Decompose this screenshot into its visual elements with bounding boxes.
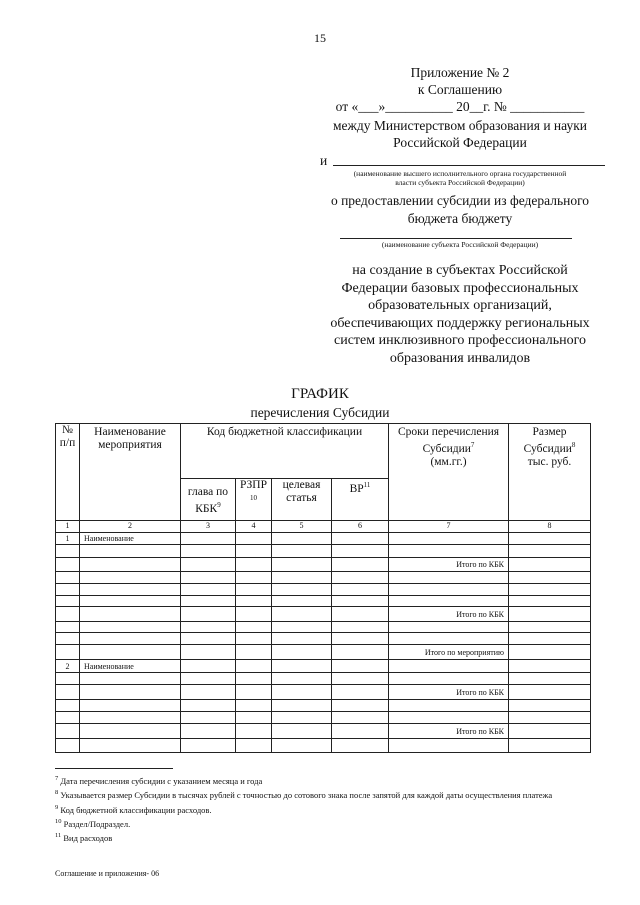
table-cell — [56, 633, 80, 645]
table-cell: Итого по КБК — [389, 724, 509, 739]
table-cell — [332, 596, 389, 607]
purpose-line-3: образовательных организаций, — [368, 298, 552, 313]
table-cell — [80, 607, 181, 622]
table-cell — [272, 660, 332, 673]
table-cell — [236, 545, 272, 558]
table-cell — [56, 596, 80, 607]
purpose-line-4: обеспечивающих поддержку региональных — [330, 315, 590, 331]
footnote — [55, 803, 615, 815]
table-cell — [181, 739, 236, 753]
table-row — [56, 607, 591, 622]
table-cell — [236, 645, 272, 660]
table-cell — [332, 739, 389, 753]
table-cell — [389, 584, 509, 596]
table-cell: Итого по КБК — [389, 685, 509, 700]
table-cell — [80, 712, 181, 724]
table-cell: Наименование — [80, 533, 181, 545]
footnote — [55, 774, 615, 786]
authority-note-1: (наименование высшего исполнительного органа государственной — [353, 169, 567, 178]
table-cell — [181, 673, 236, 685]
table-cell — [181, 685, 236, 700]
table-cell — [56, 724, 80, 739]
appendix-between: между Министерством образования и науки — [332, 118, 587, 133]
purpose-line-1: на создание в субъектах Российской — [352, 263, 568, 278]
header-rzpr: РЗПР $^{10}$ — [236, 479, 272, 521]
table-row — [56, 700, 591, 712]
header-name: Наименование мероприятия — [80, 424, 181, 521]
table-cell — [272, 607, 332, 622]
table-row — [56, 712, 591, 724]
appendix-agreement: к Соглашению — [417, 82, 503, 97]
schedule-title: ГРАФИК — [291, 386, 349, 402]
table-row — [56, 660, 591, 673]
table-cell — [389, 633, 509, 645]
table-cell — [389, 572, 509, 584]
footnote-mark: 11 — [55, 832, 62, 840]
table-cell — [80, 633, 181, 645]
header-kbk-glava: глава по КБК$^9$ — [181, 479, 236, 521]
table-cell — [236, 739, 272, 753]
table-cell — [272, 596, 332, 607]
table-cell — [509, 633, 591, 645]
purpose-line-5: систем инклюзивного профессионального — [334, 333, 586, 348]
table-cell — [389, 622, 509, 633]
header-kbk: Код бюджетной классификации — [181, 424, 389, 479]
table-cell — [272, 533, 332, 545]
footnote — [55, 817, 615, 829]
table-cell — [56, 685, 80, 700]
footnote-mark: 8 — [55, 789, 59, 797]
table-cell — [272, 673, 332, 685]
table-cell — [389, 596, 509, 607]
table-cell — [332, 545, 389, 558]
table-cell — [332, 685, 389, 700]
table-cell — [509, 533, 591, 545]
table-row — [56, 645, 591, 660]
footnote-text: Указывается размер Субсидии в тысячах рублей с точностью до сотового знака после запятой для каждой даты осуществления платежа — [60, 790, 553, 801]
table-row — [56, 533, 591, 545]
table-cell — [509, 572, 591, 584]
table-cell — [80, 622, 181, 633]
table-cell — [80, 673, 181, 685]
footnote-text: Код бюджетной классификации расходов. — [60, 804, 212, 815]
table-cell — [181, 533, 236, 545]
footnote-text: Дата перечисления субсидии с указанием месяца и года — [60, 775, 263, 786]
table-cell — [332, 558, 389, 572]
table-cell — [236, 596, 272, 607]
header-amount: Размер Субсидии$^8$ тыс. руб. — [509, 424, 591, 521]
table-cell — [181, 660, 236, 673]
subsidy-line-2: бюджета бюджету — [407, 211, 513, 226]
purpose-line-2: Федерации базовых профессиональных — [341, 280, 579, 296]
col-number: 7 — [389, 521, 509, 533]
table-cell — [236, 533, 272, 545]
footnote-text: Вид расходов — [63, 833, 113, 844]
table-cell — [181, 545, 236, 558]
and-prefix: и — [320, 153, 328, 168]
schedule-subtitle: перечисления Субсидии — [250, 405, 390, 420]
footnote-mark: 9 — [55, 803, 59, 811]
table-cell — [181, 584, 236, 596]
table-cell: Итого по КБК — [389, 558, 509, 572]
table-cell — [509, 660, 591, 673]
table-cell — [80, 572, 181, 584]
authority-blank-line — [333, 165, 605, 166]
subject-note: (наименование субъекта Российской Федерации) — [381, 240, 539, 249]
table-cell — [272, 633, 332, 645]
table-cell — [389, 700, 509, 712]
table-cell — [181, 700, 236, 712]
table-cell — [389, 712, 509, 724]
schedule-table — [55, 423, 591, 753]
table-cell — [80, 700, 181, 712]
footnote-separator — [55, 768, 173, 769]
table-cell — [272, 712, 332, 724]
table-cell — [272, 685, 332, 700]
table-cell: 1 — [56, 533, 80, 545]
table-cell — [332, 660, 389, 673]
table-cell — [509, 739, 591, 753]
table-cell — [389, 545, 509, 558]
table-cell — [236, 700, 272, 712]
table-cell — [332, 633, 389, 645]
table-cell — [56, 622, 80, 633]
table-cell — [332, 700, 389, 712]
table-cell — [389, 660, 509, 673]
table-cell — [80, 545, 181, 558]
table-cell — [332, 584, 389, 596]
table-cell — [509, 545, 591, 558]
col-number: 1 — [56, 521, 80, 533]
schedule-body — [56, 533, 591, 753]
table-cell — [56, 700, 80, 712]
column-numbers-row — [56, 521, 591, 533]
table-cell — [509, 724, 591, 739]
table-cell — [236, 673, 272, 685]
table-cell — [272, 645, 332, 660]
table-cell — [56, 739, 80, 753]
table-cell — [509, 558, 591, 572]
table-cell — [181, 645, 236, 660]
table-cell — [80, 558, 181, 572]
table-cell — [509, 700, 591, 712]
subsidy-line-1: о предоставлении субсидии из федерального — [330, 193, 590, 208]
table-cell — [389, 739, 509, 753]
table-cell — [236, 685, 272, 700]
table-cell — [56, 712, 80, 724]
table-cell — [332, 712, 389, 724]
header-vr: ВР$^{11}$ — [332, 479, 389, 521]
table-cell — [509, 622, 591, 633]
table-row — [56, 572, 591, 584]
table-cell — [56, 584, 80, 596]
table-cell — [80, 645, 181, 660]
table-cell — [509, 596, 591, 607]
table-cell — [181, 596, 236, 607]
table-cell — [389, 673, 509, 685]
table-cell — [272, 739, 332, 753]
appendix-date-number: от «___»__________ 20__г. № ___________ — [335, 99, 585, 114]
table-cell — [509, 712, 591, 724]
table-cell — [80, 685, 181, 700]
table-cell — [181, 724, 236, 739]
table-cell — [236, 607, 272, 622]
table-cell — [236, 660, 272, 673]
page-number: 15 — [314, 31, 326, 45]
col-number: 4 — [236, 521, 272, 533]
table-cell — [272, 622, 332, 633]
footnote-mark: 7 — [55, 775, 59, 782]
footnote-text: Раздел/Подраздел. — [63, 818, 131, 829]
table-cell — [272, 545, 332, 558]
appendix-title: Приложение № 2 — [410, 65, 510, 80]
table-cell — [332, 533, 389, 545]
table-cell — [272, 558, 332, 572]
table-row — [56, 558, 591, 572]
table-row — [56, 685, 591, 700]
table-cell — [272, 700, 332, 712]
table-cell — [509, 685, 591, 700]
table-cell — [509, 673, 591, 685]
purpose-line-6: образования инвалидов — [389, 350, 531, 366]
header-target: целевая статья — [272, 479, 332, 521]
col-number: 2 — [80, 521, 181, 533]
table-cell — [56, 673, 80, 685]
table-cell — [272, 584, 332, 596]
table-cell — [509, 607, 591, 622]
table-cell: Итого по мероприятию — [389, 645, 509, 660]
table-cell — [56, 545, 80, 558]
table-cell — [332, 622, 389, 633]
table-row — [56, 673, 591, 685]
footnote — [55, 788, 615, 800]
table-cell — [80, 584, 181, 596]
table-cell — [236, 572, 272, 584]
table-row — [56, 739, 591, 753]
table-row — [56, 596, 591, 607]
table-cell — [332, 607, 389, 622]
table-cell — [181, 558, 236, 572]
table-cell — [181, 633, 236, 645]
table-cell — [181, 572, 236, 584]
header-number: № п/п — [56, 424, 80, 521]
table-cell — [80, 724, 181, 739]
table-cell — [56, 572, 80, 584]
authority-note-2: власти субъекта Российской Федерации) — [395, 178, 525, 187]
table-cell — [181, 712, 236, 724]
table-cell — [56, 607, 80, 622]
appendix-ministry: Российской Федерации — [393, 135, 527, 150]
table-cell — [80, 596, 181, 607]
footnote-mark: 10 — [55, 817, 62, 825]
footer-text: Соглашение и приложения- 06 — [55, 869, 160, 878]
footnotes — [55, 774, 615, 846]
table-cell — [236, 724, 272, 739]
table-row — [56, 584, 591, 596]
table-cell — [236, 622, 272, 633]
col-number: 3 — [181, 521, 236, 533]
header-dates: Сроки перечисления Субсидии$^7$ (мм.гг.) — [389, 424, 509, 521]
table-cell — [236, 633, 272, 645]
col-number: 8 — [509, 521, 591, 533]
table-cell — [509, 584, 591, 596]
table-cell — [272, 572, 332, 584]
table-cell — [56, 645, 80, 660]
table-cell — [181, 607, 236, 622]
table-cell — [332, 724, 389, 739]
subject-blank-line — [340, 238, 572, 239]
table-cell — [332, 673, 389, 685]
table-cell — [389, 533, 509, 545]
table-cell — [332, 572, 389, 584]
table-row — [56, 545, 591, 558]
table-row — [56, 724, 591, 739]
col-number: 5 — [272, 521, 332, 533]
footnote — [55, 831, 615, 843]
table-cell — [509, 645, 591, 660]
table-cell: 2 — [56, 660, 80, 673]
col-number: 6 — [332, 521, 389, 533]
table-cell — [272, 724, 332, 739]
table-cell — [56, 558, 80, 572]
table-cell — [332, 645, 389, 660]
table-row — [56, 633, 591, 645]
table-cell: Наименование — [80, 660, 181, 673]
table-cell — [236, 558, 272, 572]
purpose-block — [300, 262, 620, 367]
table-cell — [236, 584, 272, 596]
table-cell — [236, 712, 272, 724]
table-cell — [181, 622, 236, 633]
table-cell — [80, 739, 181, 753]
table-cell: Итого по КБК — [389, 607, 509, 622]
table-row — [56, 622, 591, 633]
